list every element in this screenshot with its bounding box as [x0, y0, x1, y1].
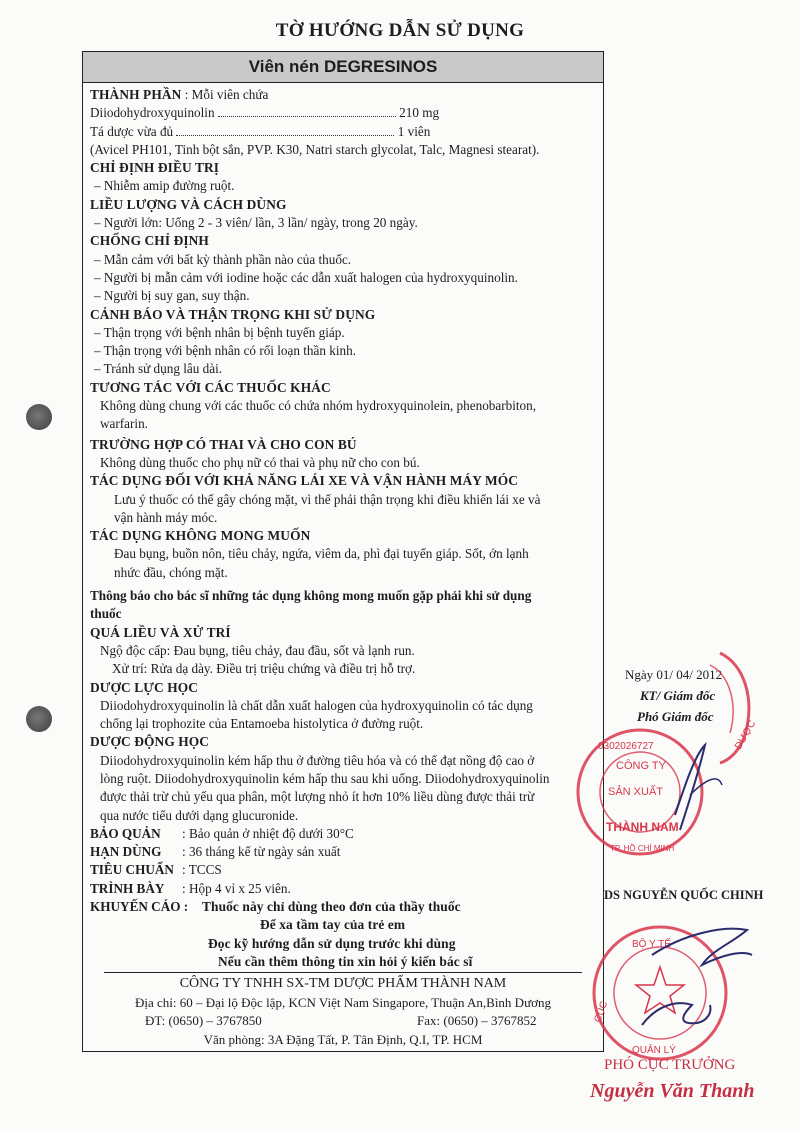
side-effects-text: Đau bụng, buồn nôn, tiêu chảy, ngứa, viêm da, phì đại tuyến giáp. Sốt, ớn lạnh: [114, 546, 529, 562]
dosage-heading: LIỀU LƯỢNG VÀ CÁCH DÙNG: [90, 196, 287, 212]
leaflet-content: [90, 86, 598, 971]
contraindications-heading: CHỐNG CHỈ ĐỊNH: [90, 233, 209, 249]
approval-date: Ngày 01/ 04/ 2012: [625, 667, 723, 682]
company-contact: [83, 1012, 603, 1031]
seal-text: THÀNH NAM: [606, 820, 679, 834]
product-name: Viên nén DEGRESINOS: [83, 52, 603, 83]
contraindication-item: – Người bị mẫn cảm với iodine hoặc các dẫn xuất halogen của hydroxyquinolin.: [94, 269, 518, 285]
indications-heading: CHỈ ĐỊNH ĐIỀU TRỊ: [90, 160, 220, 176]
company-info: [83, 972, 603, 1049]
ministry-seal: [582, 905, 782, 1075]
approval-role: Phó Giám đốc: [637, 709, 714, 724]
seal-text: TP. HỒ CHÍ MINH: [610, 844, 675, 853]
pharmacodynamics-text: chống lại trophozite của Entamoeba histolytica ở đường ruột.: [100, 716, 424, 732]
active-ingredient-amount: 210 mg: [399, 105, 440, 121]
seal-text: CÔNG TY: [616, 760, 666, 772]
standard-row: [90, 861, 598, 879]
precaution-item: – Thận trọng với bệnh nhân có rối loạn thần kinh.: [94, 343, 357, 359]
active-ingredient-row: [90, 104, 598, 122]
seal-text: QUẢN LÝ: [632, 1045, 676, 1056]
official-name: Nguyễn Văn Thanh: [590, 1080, 755, 1102]
seal-text: 0302026727: [598, 741, 654, 752]
company-office: Văn phòng: 3A Đặng Tất, P. Tân Định, Q.I, TP. HCM: [203, 1031, 483, 1047]
pharmacokinetics-text: được thải trừ chủ yếu qua phân, một lượng nhỏ ít hơn 10% liều dùng được thải trừ: [100, 789, 535, 805]
standard-value: : TCCS: [182, 862, 222, 878]
storage-row: [90, 825, 598, 843]
contraindication-item: – Người bị suy gan, suy thận.: [94, 288, 250, 304]
storage-value: : Bảo quản ở nhiệt độ dưới 30°C: [182, 825, 354, 841]
document-title: TỜ HƯỚNG DẪN SỬ DỤNG: [275, 20, 525, 41]
precautions-heading: CẢNH BÁO VÀ THẬN TRỌNG KHI SỬ DỤNG: [90, 306, 376, 322]
standard-label: TIÊU CHUẨN: [90, 862, 174, 878]
excipient-name: Tá dược vừa đủ: [90, 123, 174, 139]
shelf-life-label: HẠN DÙNG: [90, 844, 162, 860]
pharmacodynamics-text: Diiodohydroxyquinolin là chất dẫn xuất halogen của hydroxyquinolin có tác dụng: [100, 697, 533, 713]
excipient-amount: 1 viên: [397, 123, 431, 139]
pharmacokinetics-text: Diiodohydroxyquinolin kém hấp thu ở đường tiêu hóa và có thể đạt nồng độ cao ở: [100, 752, 535, 768]
interactions-text: warfarin.: [100, 416, 148, 432]
storage-label: BẢO QUẢN: [90, 825, 161, 841]
overdose-text: Xử trí: Rửa dạ dày. Điều trị triệu chứng và điều trị hỗ trợ.: [112, 661, 416, 677]
pregnancy-text: Không dùng thuốc cho phụ nữ có thai và phụ nữ cho con bú.: [100, 454, 420, 470]
divider: [104, 972, 582, 973]
company-phone: ĐT: (0650) – 3767850: [145, 1013, 262, 1028]
binder-hole: [26, 404, 52, 430]
side-effects-heading: TÁC DỤNG KHÔNG MONG MUỐN: [90, 528, 311, 544]
leaflet-box: [82, 51, 604, 1052]
seal-text: DƯỢC: [733, 718, 759, 752]
recommendation-row: [90, 898, 598, 916]
shelf-life-row: [90, 843, 598, 861]
indication-item: – Nhiễm amip đường ruột.: [94, 178, 235, 194]
presentation-value: : Hộp 4 vỉ x 25 viên.: [182, 880, 291, 896]
pregnancy-heading: TRƯỜNG HỢP CÓ THAI VÀ CHO CON BÚ: [90, 436, 357, 452]
interactions-heading: TƯƠNG TÁC VỚI CÁC THUỐC KHÁC: [90, 379, 331, 395]
recommendation-text: Đọc kỹ hướng dẫn sử dụng trước khi dùng: [208, 935, 456, 951]
active-ingredient-name: Diiodohydroxyquinolin: [90, 105, 215, 121]
recommendation-text: Để xa tầm tay của trẻ em: [260, 917, 406, 933]
contraindication-item: – Mẫn cảm với bất kỳ thành phần nào của thuốc.: [94, 251, 352, 267]
excipient-list: (Avicel PH101, Tinh bột sắn, PVP. K30, Natri starch glycolat, Talc, Magnesi stearat).: [90, 141, 540, 157]
composition-heading: THÀNH PHẦN: [90, 87, 182, 102]
precaution-item: – Tránh sử dụng lâu dài.: [94, 361, 223, 377]
company-seal: [570, 645, 780, 875]
company-name: CÔNG TY TNHH SX-TM DƯỢC PHẨM THÀNH NAM: [179, 976, 507, 991]
pharmacokinetics-text: qua nước tiểu dưới dạng glucuronide.: [100, 807, 299, 823]
overdose-text: Ngộ độc cấp: Đau bụng, tiêu chảy, đau đầu, sốt và lạnh run.: [100, 642, 415, 658]
precaution-item: – Thận trọng với bệnh nhân bị bệnh tuyến giáp.: [94, 324, 345, 340]
recommendation-text: Thuốc này chỉ dùng theo đơn của thầy thuốc: [202, 899, 461, 915]
driving-text: Lưu ý thuốc có thể gây chóng mặt, vì thế phải thận trọng khi điều khiển lái xe và: [114, 491, 541, 507]
shelf-life-value: : 36 tháng kể từ ngày sản xuất: [182, 844, 341, 860]
presentation-row: [90, 880, 598, 898]
dotted-leader: [176, 125, 394, 136]
official-title: PHÓ CỤC TRƯỞNG: [604, 1057, 736, 1073]
interactions-text: Không dùng chung với các thuốc có chứa nhóm hydroxyquinolein, phenobarbiton,: [100, 398, 537, 414]
composition-line: [90, 86, 598, 104]
notice-text: Thông báo cho bác sĩ những tác dụng không mong muốn gặp phải khi sử dụng: [90, 588, 532, 604]
seal-text: SẢN XUẤT: [608, 786, 664, 798]
side-effects-text: nhức đầu, chóng mặt.: [114, 564, 228, 580]
pharmacokinetics-text: lòng ruột. Diiodohydroxyquinolin kém hấp thu sau khi uống. Diiodohydroxyquinolin: [100, 770, 550, 786]
recommendation-text: Nếu cần thêm thông tin xin hỏi ý kiến bác sĩ: [218, 953, 473, 969]
dotted-leader: [218, 106, 396, 117]
excipient-row: [90, 123, 598, 141]
dosage-item: – Người lớn: Uống 2 - 3 viên/ lần, 3 lần/ ngày, trong 20 ngày.: [94, 215, 418, 231]
recommendation-label: KHUYẾN CÁO :: [90, 899, 189, 915]
presentation-label: TRÌNH BÀY: [90, 880, 165, 896]
signer-name: DS NGUYỄN QUỐC CHINH: [604, 888, 764, 902]
overdose-heading: QUÁ LIỀU VÀ XỬ TRÍ: [90, 624, 231, 640]
driving-text: vận hành máy móc.: [114, 509, 218, 525]
seal-text: BỘ Y TẾ: [632, 939, 671, 950]
binder-hole: [26, 706, 52, 732]
pharmacodynamics-heading: DƯỢC LỰC HỌC: [90, 679, 199, 695]
driving-heading: TÁC DỤNG ĐỐI VỚI KHẢ NĂNG LÁI XE VÀ VẬN HÀNH MÁY MÓC: [90, 473, 519, 489]
notice-text: thuốc: [90, 606, 122, 622]
pharmacokinetics-heading: DƯỢC ĐỘNG HỌC: [90, 734, 210, 750]
composition-intro: : Mỗi viên chứa: [184, 87, 269, 102]
company-fax: Fax: (0650) – 3767852: [417, 1013, 537, 1028]
company-address: Địa chỉ: 60 – Đại lộ Độc lập, KCN Việt Nam Singapore, Thuận An,Bình Dương: [135, 994, 551, 1010]
approval-role: KT/ Giám đốc: [640, 688, 716, 703]
seal-text: CỤC: [592, 999, 611, 1025]
